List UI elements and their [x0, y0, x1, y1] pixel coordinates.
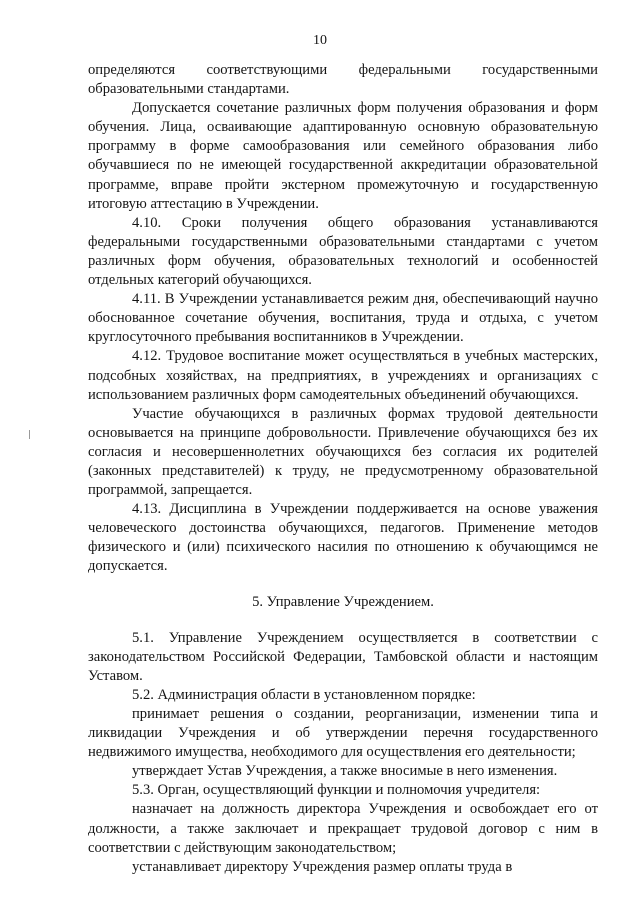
document-body: [88, 61, 598, 877]
page-number: 10: [313, 33, 327, 48]
paragraph-5-2: 5.2. Администрация области в установленном порядке:: [132, 686, 476, 703]
paragraph-5-1: 5.1. Управление Учреждением осуществляется в соответствии с законодательством Российской Федерации, Тамбовской области и настоящим Уставом.: [88, 629, 598, 684]
margin-mark: [29, 430, 30, 439]
paragraph-labor-participation: Участие обучающихся в различных формах трудовой деятельности основывается на принципе добровольности. Привлечение обучающихся без их согласия и несовершеннолетних обучающихся без согласия их родителей (законных представителей) к труду, не предусмотренному образовательной программой, запрещается.: [88, 405, 598, 499]
paragraph-forms-of-education: Допускается сочетание различных форм получения образования и форм обучения. Лица, осваивающие адаптированную основную образовательную программу в форме самообразования или семейного образования либо обучавшиеся по не имеющей государственной аккредитации образовательной программе, вправе пройти экстерном промежуточную и государственную итоговую аттестацию в Учреждении.: [88, 100, 598, 212]
paragraph-5-2-decisions: принимает решения о создании, реорганизации, изменении типа и ликвидации Учреждения и об утверждении перечня государственного недвижимого имущества, необходимого для осуществления его деятельности;: [88, 706, 598, 761]
paragraph-4-13: 4.13. Дисциплина в Учреждении поддерживается на основе уважения человеческого достоинства обучающихся, педагогов. Применение методов физического и (или) психического насилия по отношению к обучающимся не допускается.: [88, 501, 598, 575]
section-heading: 5. Управление Учреждением.: [252, 593, 434, 610]
paragraph-4-11: 4.11. В Учреждении устанавливается режим дня, обеспечивающий научно обоснованное сочетание обучения, воспитания, труда и отдыха, с учетом круглосуточного пребывания воспитанников в Учреждении.: [88, 291, 598, 346]
paragraph-5-3-salary: устанавливает директору Учреждения размер оплаты труда в: [132, 858, 513, 875]
paragraph-4-10: 4.10. Сроки получения общего образования устанавливаются федеральными государственными образовательными стандартами с учетом различных форм обучения, образовательных технологий и особенностей отдельных категорий обучающихся.: [88, 214, 598, 289]
paragraph-5-3-director: назначает на должность директора Учреждения и освобождает его от должности, а также заключает и прекращает трудовой договор с ним в соответствии с действующим законодательством;: [88, 801, 598, 856]
paragraph-5-3: 5.3. Орган, осуществляющий функции и полномочия учредителя:: [132, 782, 541, 799]
paragraph-standards-continuation: определяются соответствующими федеральными государственными образовательными стандартами.: [88, 62, 598, 98]
paragraph-5-2-charter: утверждает Устав Учреждения, а также вносимые в него изменения.: [132, 763, 558, 780]
paragraph-4-12: 4.12. Трудовое воспитание может осуществляться в учебных мастерских, подсобных хозяйствах, на предприятиях, в учреждениях и организациях с использованием различных форм самодеятельных объединений обучающихся.: [88, 348, 598, 403]
